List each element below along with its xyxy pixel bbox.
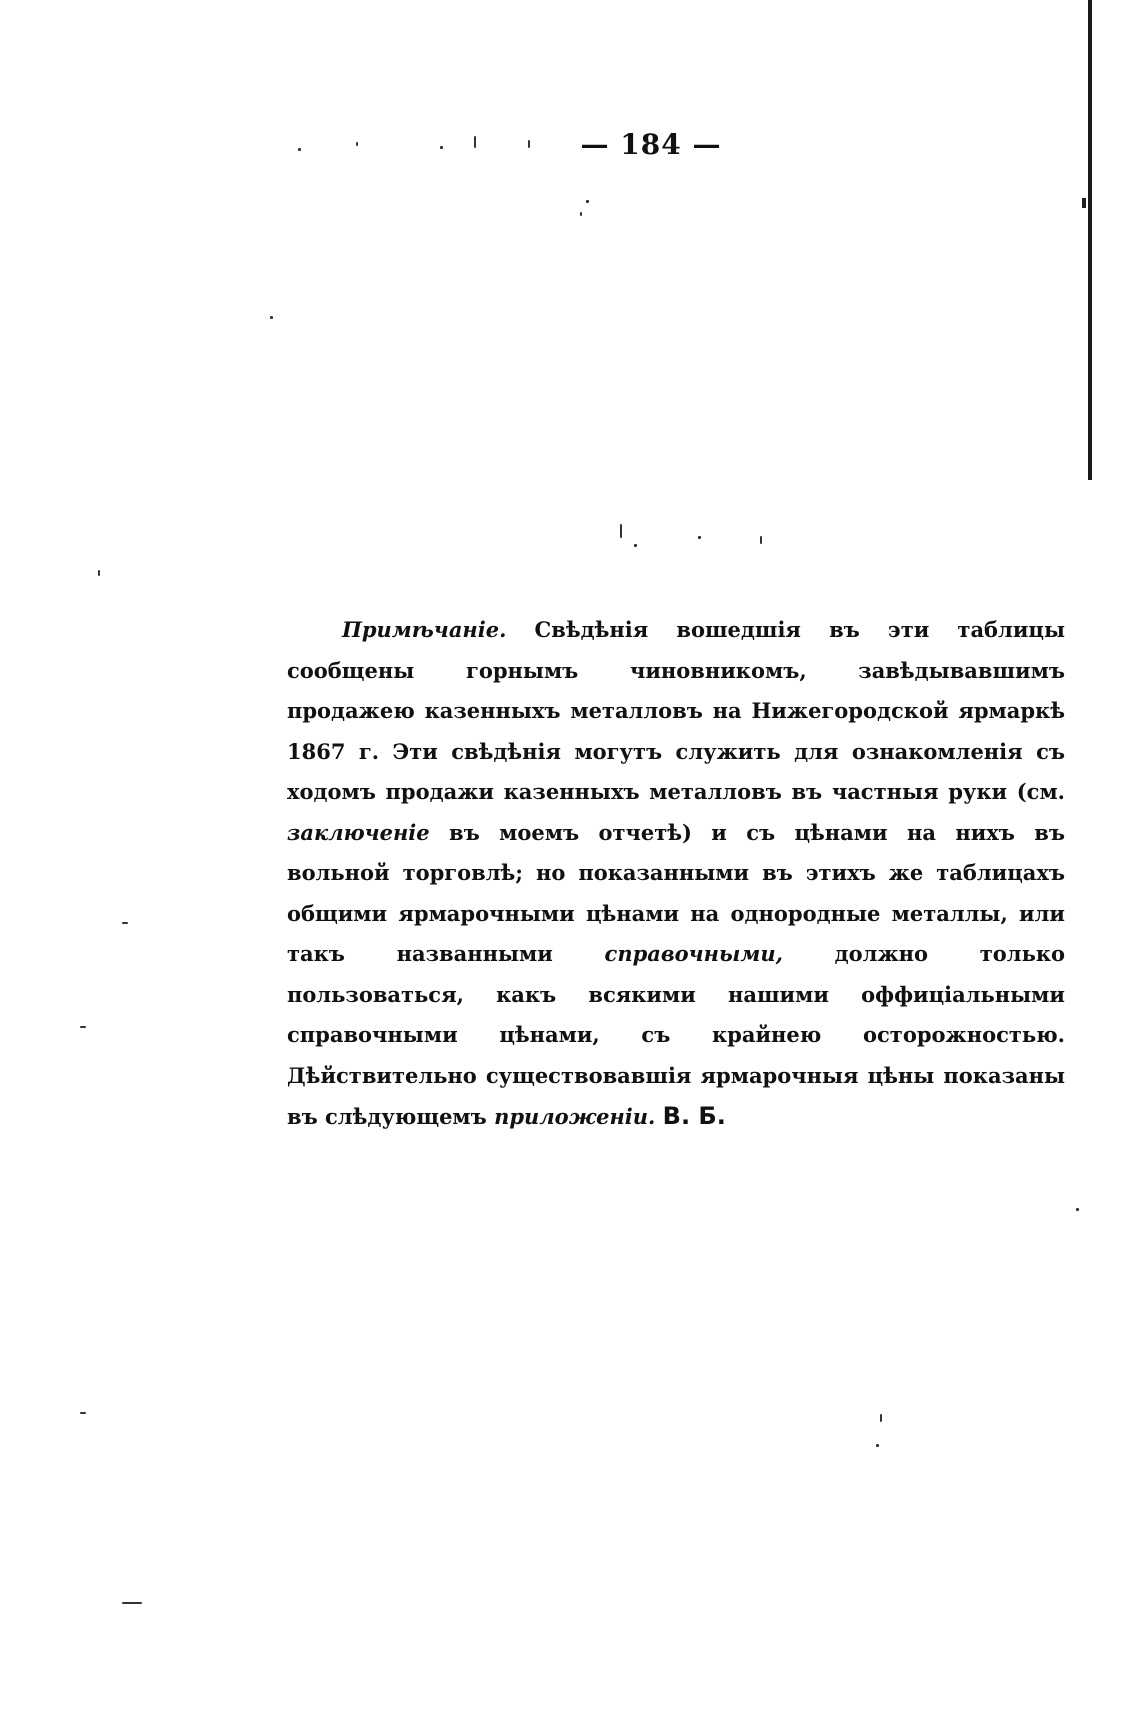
page-edge-mark <box>1082 198 1086 208</box>
scan-speck <box>760 536 762 544</box>
scan-speck <box>580 212 582 216</box>
scan-speck <box>298 148 301 151</box>
note-italic-reference: справочными, <box>604 941 783 966</box>
page-edge-shadow <box>1088 0 1092 480</box>
scan-speck <box>80 1412 86 1414</box>
scan-speck <box>528 140 530 148</box>
note-signature: В. Б. <box>662 1102 726 1130</box>
scan-speck <box>620 524 622 538</box>
scan-speck <box>356 142 358 146</box>
scan-speck <box>122 1602 142 1604</box>
note-text-part-2: въ моемъ отчетѣ) и съ цѣнами на нихъ въ вольной торговлѣ; но показанными въ этихъ же таблицахъ общими ярмарочными цѣнами на однородные металлы, или такъ названными <box>287 819 1065 966</box>
note-label: Примѣчаніе. <box>342 617 507 642</box>
scan-speck <box>876 1444 879 1447</box>
scan-speck <box>80 1026 86 1028</box>
note-text-part-3: должно только пользоваться, какъ всякими нашими оффиціальными справочными цѣнами, съ крайнею осторожностью. Дѣйствительно существовавшія ярмарочныя цѣны показаны въ слѣдующемъ <box>287 941 1066 1129</box>
scan-speck <box>586 200 589 203</box>
page-number: — 184 — <box>580 128 722 161</box>
scan-speck <box>634 544 637 547</box>
scan-speck <box>880 1414 882 1422</box>
note-paragraph <box>287 610 1065 1138</box>
scan-speck <box>440 146 443 149</box>
scan-speck <box>98 570 100 576</box>
note-italic-conclusion: заключеніе <box>287 819 430 845</box>
scan-speck <box>474 136 476 148</box>
scan-speck <box>1076 1208 1079 1211</box>
note-text-part-1: Свѣдѣнія вошедшія въ эти таблицы сообщены горнымъ чиновникомъ, завѣдывавшимъ продажею казенныхъ металловъ на Нижегородской ярмаркѣ 1867 г. Эти свѣдѣнія могутъ служить для ознакомленія съ ходомъ продажи казенныхъ металловъ въ частныя руки (см. <box>287 617 1065 804</box>
scan-speck <box>270 316 273 319</box>
scan-speck <box>122 922 128 924</box>
scan-speck <box>698 536 701 539</box>
note-italic-appendix: приложеніи. <box>494 1104 656 1129</box>
